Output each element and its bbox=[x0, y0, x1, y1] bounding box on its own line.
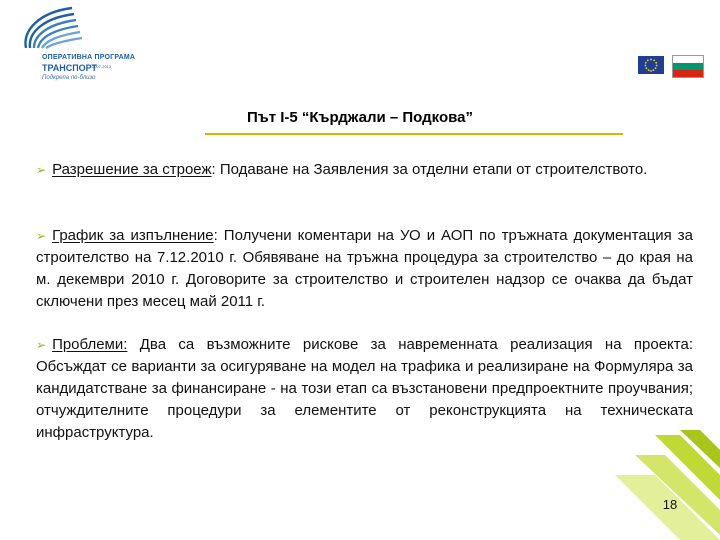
bullet-arrow-icon: ➢ bbox=[36, 338, 47, 352]
eu-flag-icon bbox=[638, 56, 664, 74]
bullet-construction-permit bbox=[36, 159, 693, 181]
bullet-text: : Подаване на Заявления за отделни етапи от строителството. bbox=[211, 161, 648, 178]
bullet-lead: Проблеми: bbox=[52, 336, 128, 353]
bullet-text: : Получени коментари на УО и АОП по тръжната документация за строителство на 7.12.2010 г. Обявяване на тръжна процедура за строителство – до края на м. декември 2010 г. Договорите за строителство и строителен надзор се очаква да бъдат сключени през месец май 2011 г. bbox=[36, 227, 693, 310]
logo-programme-label: ОПЕРАТИВНА ПРОГРАМА bbox=[42, 54, 136, 61]
logo-tagline: Подкрепа по-близо bbox=[42, 75, 96, 81]
bullet-lead: График за изпълнение bbox=[52, 227, 214, 244]
bullet-arrow-icon: ➢ bbox=[36, 163, 47, 177]
bullet-arrow-icon: ➢ bbox=[36, 229, 47, 243]
bullet-schedule bbox=[36, 225, 693, 313]
operational-programme-logo bbox=[6, 4, 146, 90]
page-number: 18 bbox=[662, 497, 678, 512]
bullet-problems bbox=[36, 334, 693, 444]
logo-period-label: 2007-2013 bbox=[92, 64, 112, 69]
bullet-lead: Разрешение за строеж bbox=[52, 161, 212, 178]
logo-transport-label: ТРАНСПОРТ bbox=[42, 63, 98, 73]
bulgarian-flag-icon bbox=[672, 55, 704, 78]
corner-arrow-decoration-icon bbox=[560, 430, 720, 540]
bullet-text: Два са възможните рискове за навременната реализация на проекта: Обсъждат се варианти за осигуряване на модел на трафика и реализиране на Формуляра за кандидатстване за финансиране - на този етап са възстановени предпроектните проучвания; отчуждителните процедури за елементите от реконструкцията на техническата инфраструктура. bbox=[36, 336, 693, 441]
logo-emblem-icon bbox=[12, 4, 84, 54]
slide-title: Път I-5 “Кърджали – Подкова” bbox=[247, 109, 473, 126]
title-underline-rule bbox=[205, 133, 623, 135]
